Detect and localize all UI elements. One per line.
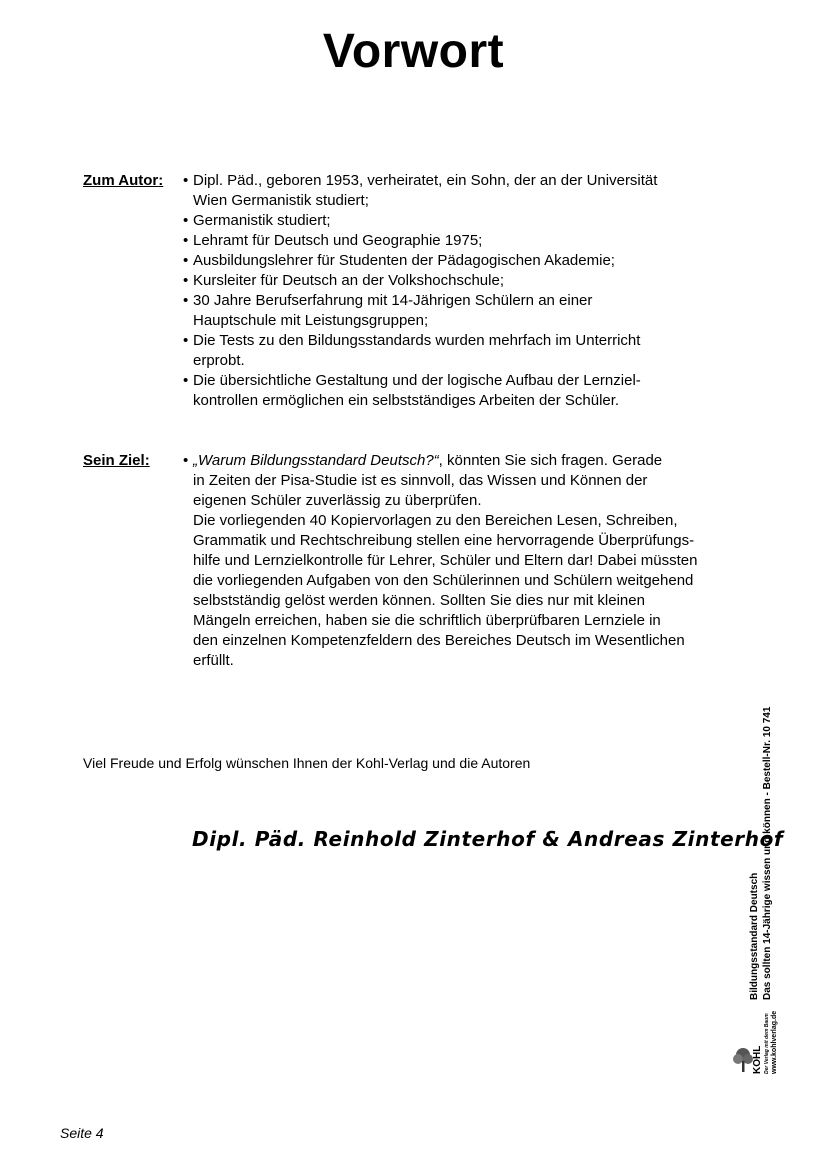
list-item-text: Lehramt für Deutsch und Geographie 1975;: [193, 232, 483, 249]
list-item: [183, 371, 758, 411]
list-item-text: erprobt.: [193, 352, 245, 369]
page-number: Seite 4: [60, 1125, 104, 1141]
list-item: [183, 211, 758, 231]
logo-url: www.kohlverlag.de: [771, 1010, 778, 1074]
goal-line: die vorliegenden Aufgaben von den Schülerinnen und Schülern weitgehend: [193, 572, 694, 589]
list-item: [183, 231, 758, 251]
goal-section-label: [83, 451, 150, 471]
list-item-text: Dipl. Päd., geboren 1953, verheiratet, ein Sohn, der an der Universität: [193, 172, 658, 189]
side-line-subtitle: Das sollten 14-Jährige wissen und können - Bestell-Nr. 10 741: [762, 706, 773, 1000]
list-item: [183, 291, 758, 331]
goal-line: selbstständig gelöst werden können. Sollten Sie dies nur mit kleinen: [193, 592, 645, 609]
list-item-text: Die Tests zu den Bildungsstandards wurden mehrfach im Unterricht: [193, 332, 641, 349]
side-product-info: [748, 706, 788, 1001]
list-item-text: Hauptschule mit Leistungsgruppen;: [193, 312, 429, 329]
list-item: [183, 331, 758, 371]
goal-line: in Zeiten der Pisa-Studie ist es sinnvoll, das Wissen und Können der: [193, 472, 648, 489]
goal-line: Grammatik und Rechtschreibung stellen eine hervorragende Überprüfungs-: [193, 532, 695, 549]
list-item: [183, 171, 758, 211]
bullet-icon: •: [183, 272, 189, 289]
tree-icon: [732, 1046, 754, 1074]
goal-quote: „Warum Bildungsstandard Deutsch?“: [193, 452, 439, 469]
bullet-icon: •: [183, 172, 189, 189]
publisher-logo: [728, 1010, 784, 1074]
goal-line: den einzelnen Kompetenzfeldern des Bereiches Deutsch im Wesentlichen: [193, 632, 685, 649]
author-label-colon: :: [158, 172, 164, 189]
list-item-text: Ausbildungslehrer für Studenten der Pädagogischen Akademie;: [193, 252, 615, 269]
closing-text: Viel Freude und Erfolg wünschen Ihnen der Kohl-Verlag und die Autoren: [83, 755, 531, 771]
list-item: [183, 251, 758, 271]
list-item: [183, 271, 758, 291]
author-list: [183, 171, 758, 411]
bullet-icon: •: [183, 452, 189, 469]
page-title: Vorwort: [322, 25, 505, 78]
goal-line: Mängeln erreichen, haben sie die schriftlich überprüfbaren Lernziele in: [193, 612, 661, 629]
bullet-icon: •: [183, 332, 189, 349]
logo-slogan: Der Verlag mit dem Baum: [764, 1013, 770, 1074]
bullet-icon: •: [183, 232, 189, 249]
goal-line: Die vorliegenden 40 Kopiervorlagen zu den Bereichen Lesen, Schreiben,: [193, 512, 678, 529]
list-item-text: Die übersichtliche Gestaltung und der logische Aufbau der Lernziel-: [193, 372, 641, 389]
list-item-text: 30 Jahre Berufserfahrung mit 14-Jährigen Schülern an einer: [193, 292, 593, 309]
author-label-text: Zum Autor: [83, 172, 159, 189]
logo-brand: KOHL: [752, 1045, 763, 1074]
bullet-icon: •: [183, 372, 189, 389]
goal-paragraph: [183, 451, 763, 671]
goal-label-colon: :: [144, 452, 150, 469]
bullet-icon: •: [183, 212, 189, 229]
authors-signature: Dipl. Päd. Reinhold Zinterhof & Andreas Zinterhof: [192, 827, 784, 851]
side-line-title: Bildungsstandard Deutsch: [749, 872, 760, 1000]
goal-first-line-rest: , könnten Sie sich fragen. Gerade: [438, 452, 663, 469]
author-section-label: [83, 171, 163, 191]
bullet-icon: •: [183, 252, 189, 269]
list-item-text: Germanistik studiert;: [193, 212, 331, 229]
list-item-text: Kursleiter für Deutsch an der Volkshochschule;: [193, 272, 504, 289]
goal-lines: [183, 451, 763, 671]
list-item-text: Wien Germanistik studiert;: [193, 192, 369, 209]
bullet-icon: •: [183, 292, 189, 309]
goal-label-text: Sein Ziel: [83, 452, 145, 469]
list-item-text: kontrollen ermöglichen ein selbstständiges Arbeiten der Schüler.: [193, 392, 620, 409]
goal-line: eigenen Schüler zuverlässig zu überprüfen.: [193, 492, 482, 509]
goal-line: hilfe und Lernzielkontrolle für Lehrer, Schüler und Eltern dar! Dabei müssten: [193, 552, 698, 569]
goal-line: erfüllt.: [193, 652, 234, 669]
